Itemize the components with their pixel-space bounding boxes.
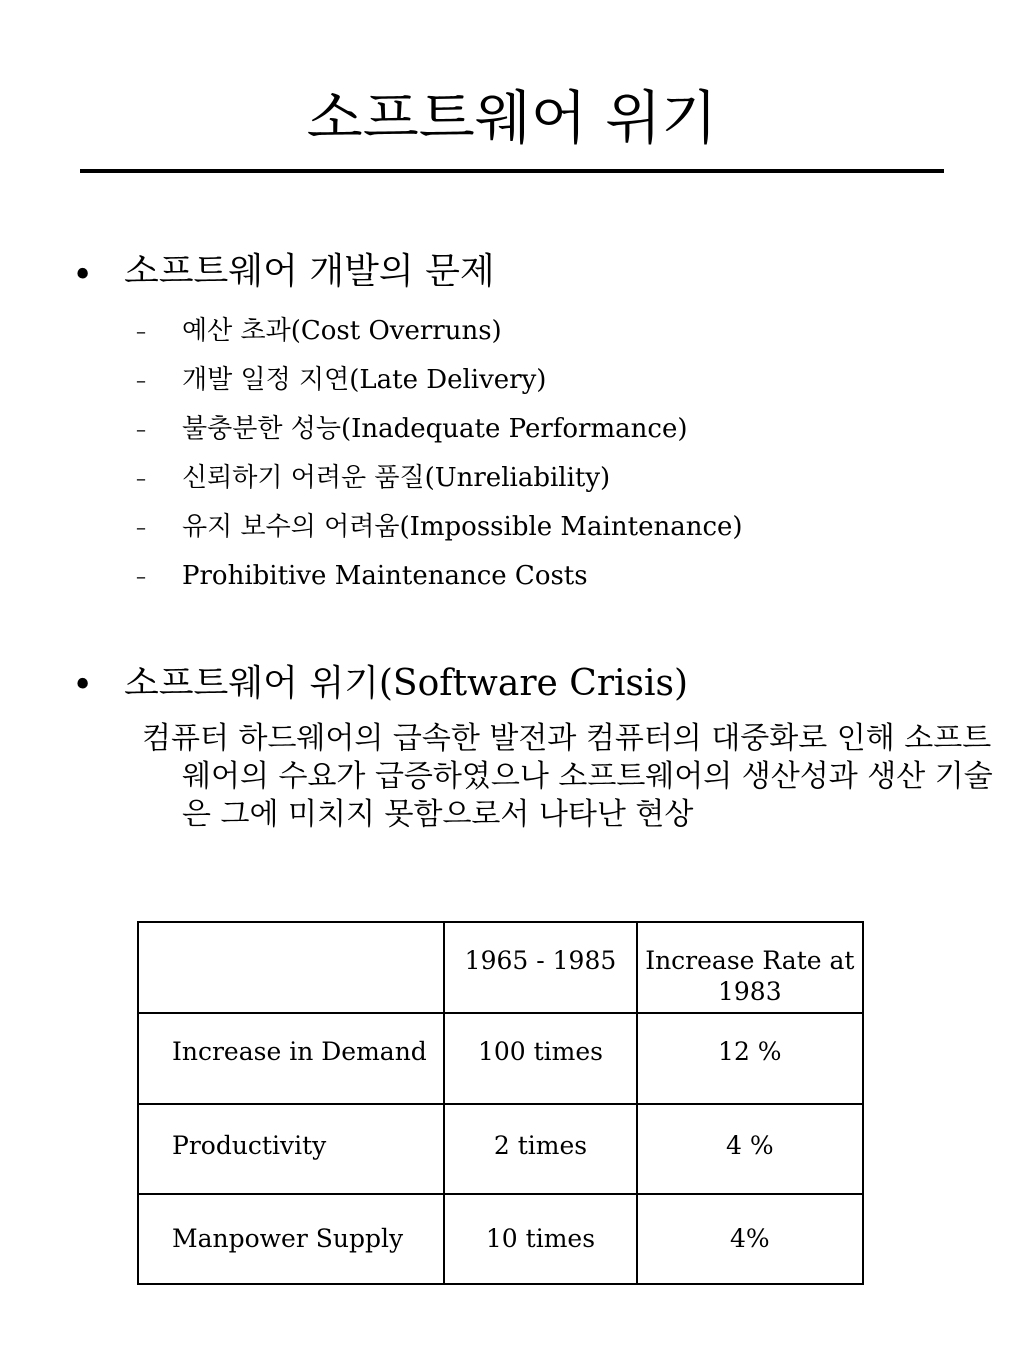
table-row-label: Productivity [138,1104,444,1194]
dash-icon: – [136,466,146,490]
list-item [136,358,936,407]
dash-icon: – [136,319,146,343]
table-row-label: Increase in Demand [138,1013,444,1104]
table-header-row [138,922,863,1013]
table-row [138,1194,863,1284]
problem-list [136,309,936,603]
list-item-text: 예산 초과(Cost Overruns) [182,316,502,346]
list-item-text: 불충분한 성능(Inadequate Performance) [182,414,688,444]
list-item [136,456,936,505]
crisis-table [137,921,864,1285]
bullet-icon: • [72,255,94,296]
section-heading-crisis: 소프트웨어 위기(Software Crisis) [124,663,689,704]
table-cell: 10 times [444,1194,636,1284]
table-cell: 4 % [637,1104,863,1194]
dash-icon: – [136,368,146,392]
table-cell: 4% [637,1194,863,1284]
page-title: 소프트웨어 위기 [306,84,718,152]
list-item-text: 신뢰하기 어려운 품질(Unreliability) [182,463,611,493]
list-item [136,407,936,456]
title-divider [80,169,944,173]
table-row [138,1104,863,1194]
table-header-cell: 1965 - 1985 [444,922,636,1013]
list-item [136,309,936,358]
table-header-cell: Increase Rate at 1983 [637,922,863,1013]
dash-icon: – [136,515,146,539]
table-cell: 12 % [637,1013,863,1104]
section-heading-problems: 소프트웨어 개발의 문제 [124,251,495,292]
table-row-label: Manpower Supply [138,1194,444,1284]
dash-icon: – [136,564,146,588]
table-row [138,1013,863,1104]
list-item-text: 유지 보수의 어려움(Impossible Maintenance) [182,512,743,542]
table-cell: 2 times [444,1104,636,1194]
list-item-text: 개발 일정 지연(Late Delivery) [182,365,547,395]
dash-icon: – [136,417,146,441]
crisis-description: 컴퓨터 하드웨어의 급속한 발전과 컴퓨터의 대중화로 인해 소프트웨어의 수요가 급증하였으나 소프트웨어의 생산성과 생산 기술은 그에 미치지 못함으로서 나타난 현상 [142,721,993,832]
list-item [136,505,936,554]
bullet-icon: • [72,665,94,706]
list-item-text: Prohibitive Maintenance Costs [182,561,588,591]
table-cell: 100 times [444,1013,636,1104]
table-header-cell [138,922,444,1013]
list-item [136,554,936,603]
